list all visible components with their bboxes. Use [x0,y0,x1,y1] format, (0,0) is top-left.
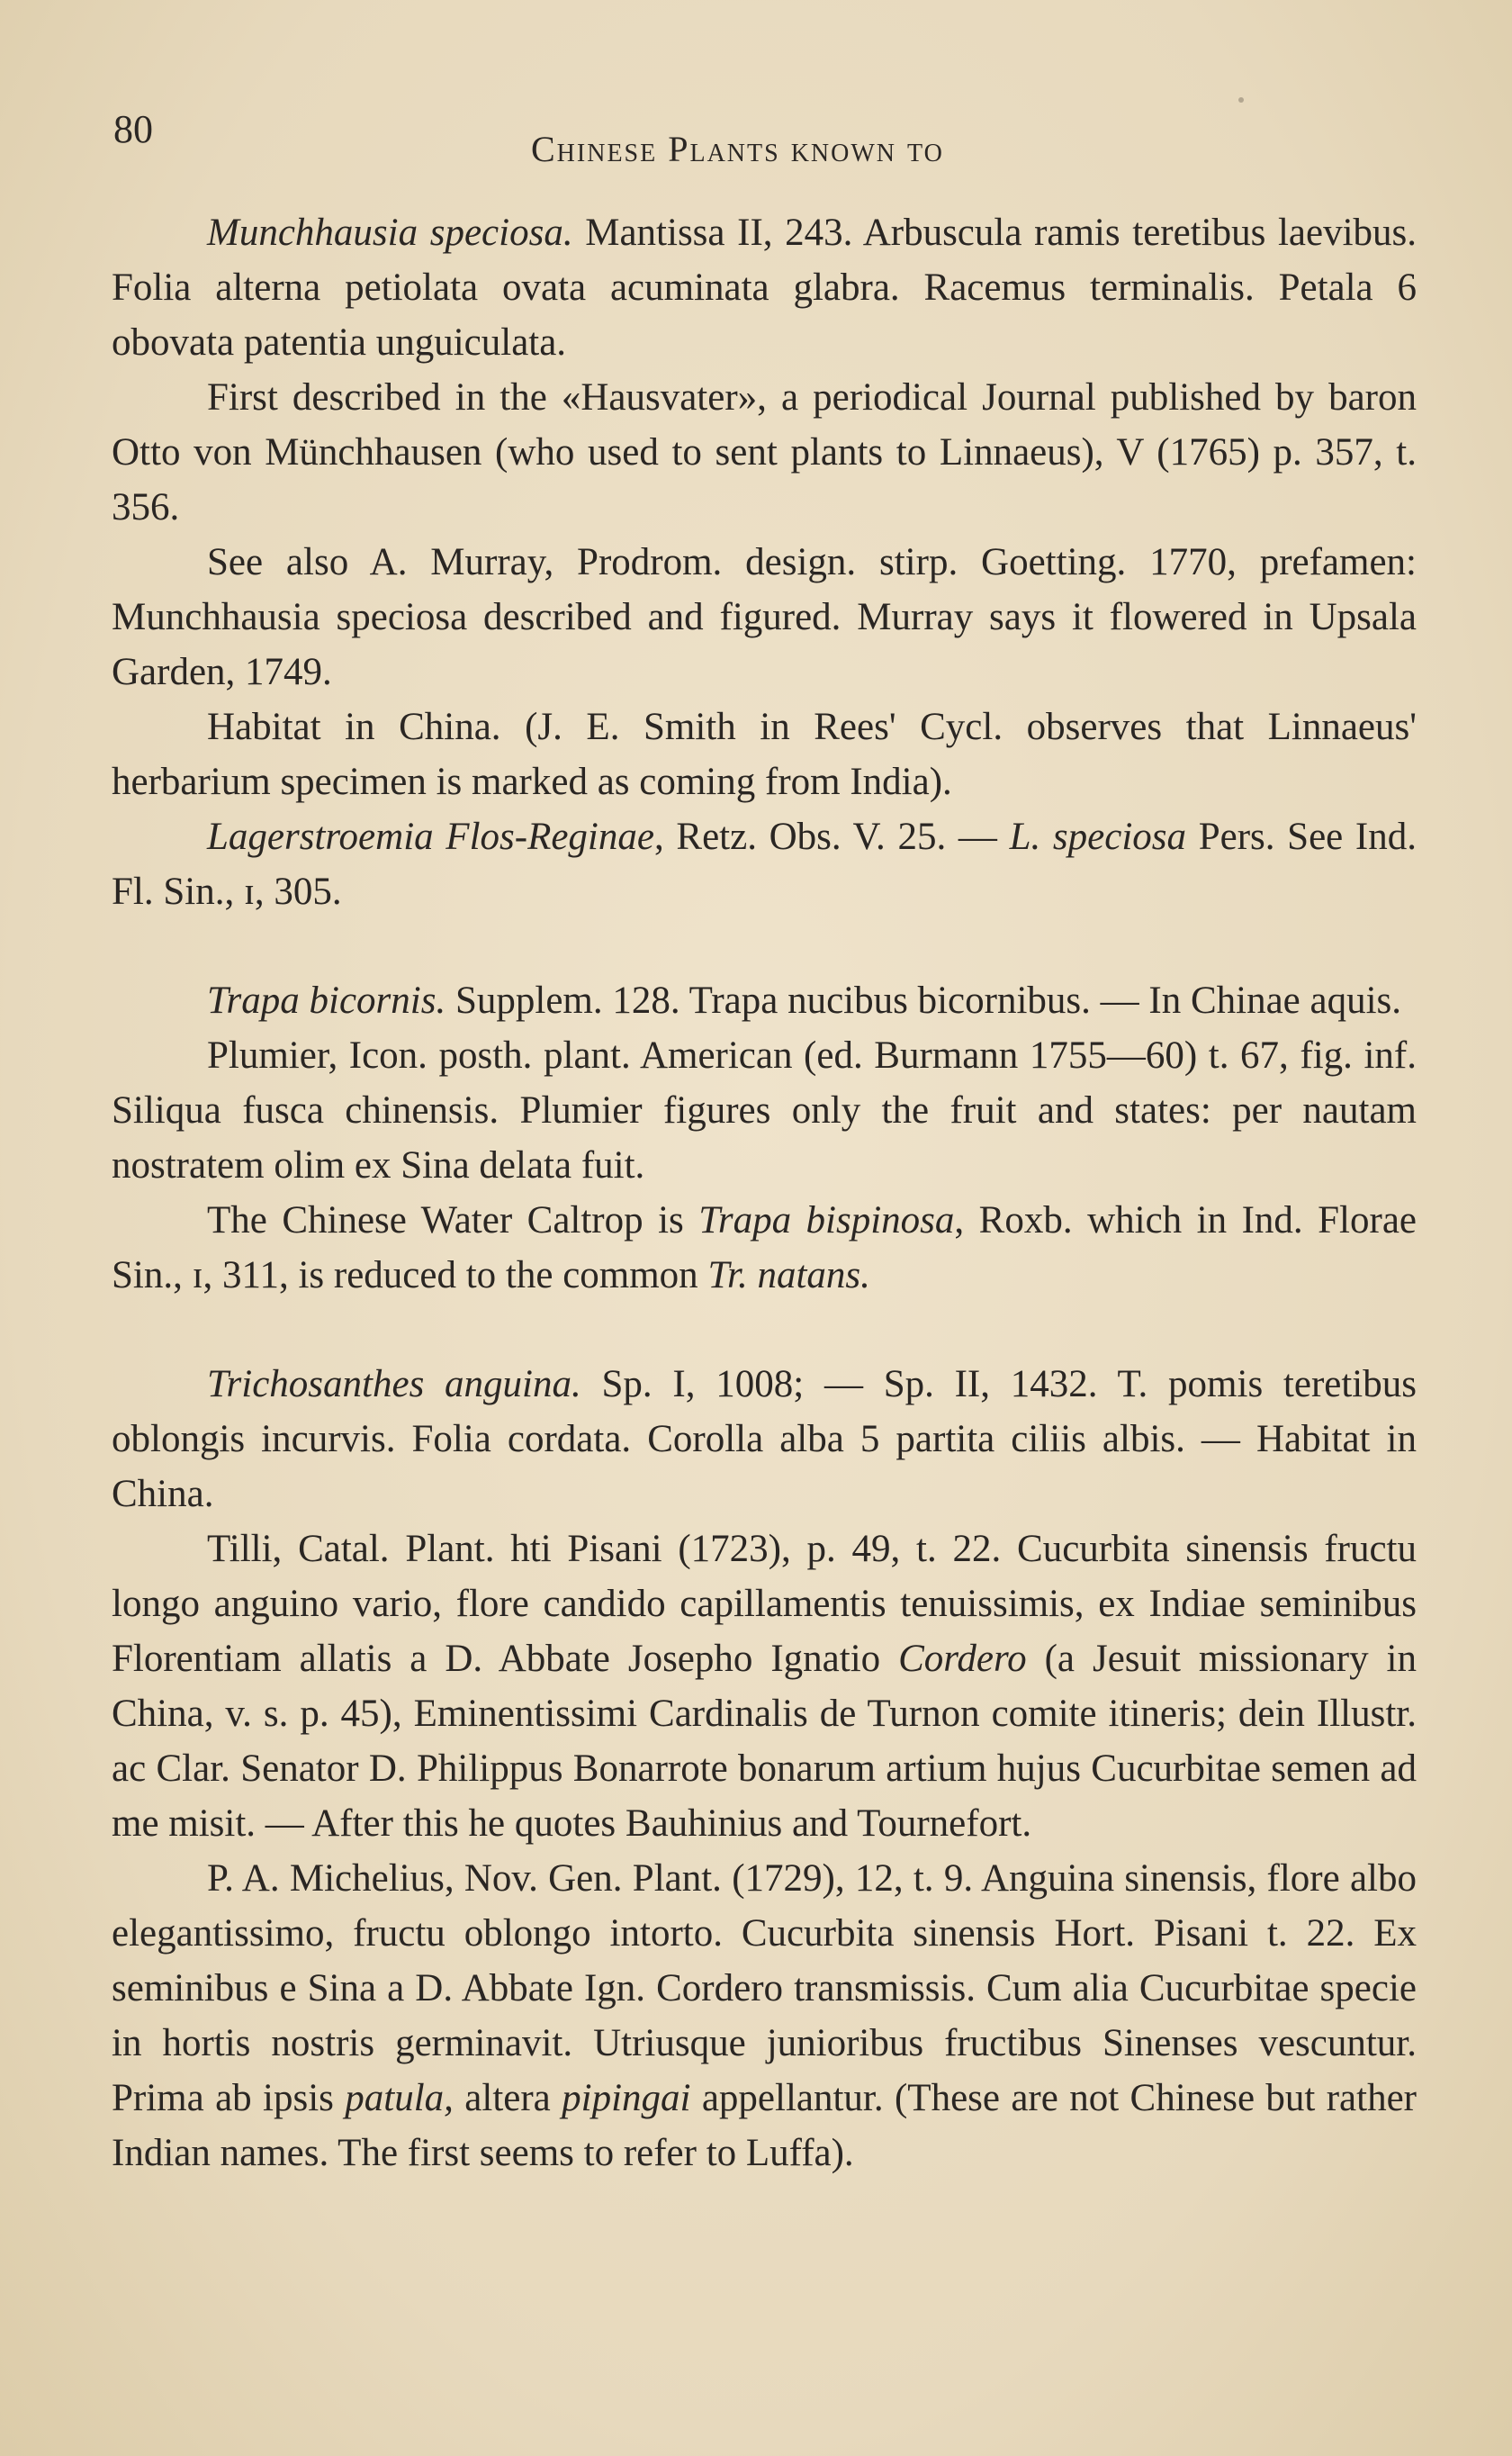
plant-entry [112,205,1417,919]
paragraph [112,205,1417,370]
body-text: , Retz. Obs. V. 25. — [653,816,1010,858]
body-text: Sp. I, 1008; — Sp. II, 1432. T. pomis teretibus oblongis incurvis. Folia cordata. Corolla alba 5 partita ciliis albis. — Habitat in China. [112,1363,1417,1515]
page-header [108,101,1413,173]
paragraph [112,809,1417,919]
entry-separator [112,919,1417,973]
body-text: See also A. Murray, Prodrom. design. stirp. Goetting. 1770, prefamen: Munchhausia speciosa described and figured. Murray says it flowered in Upsala Garden, 1749. [112,541,1417,693]
paragraph [112,1193,1417,1303]
plant-entry [112,1357,1417,2181]
body-text: Mantissa II, 243. Arbuscula ramis teretibus laevibus. Folia alterna petiolata ovata acuminata glabra. Racemus terminalis. Petala 6 obovata patentia unguiculata. [112,212,1418,364]
body-text: The Chinese Water Caltrop is [207,1199,699,1242]
paragraph [112,535,1417,700]
italic-text: Lagerstroemia Flos-Reginae [207,816,654,858]
italic-text: Munchhausia speciosa. [207,212,573,254]
body-text: Plumier, Icon. posth. plant. American (ed. Burmann 1755—60) t. 67, fig. inf. Siliqua fusca chinensis. Plumier figures only the fruit and states: per nautam nostratem olim ex Sina delata fuit. [112,1034,1417,1187]
italic-text: Tr. natans. [707,1254,870,1296]
italic-text: Trapa bispinosa [698,1199,955,1242]
paragraph [112,1357,1417,1521]
paragraph [112,1851,1417,2181]
body-text: Habitat in China. (J. E. Smith in Rees' Cycl. observes that Linnaeus' herbarium specimen is marked as coming from India). [112,706,1417,803]
body-text: (a Jesuit missionary in China, v. s. p. 45), Eminentissimi Cardinalis de Turnon comite itineris; dein Illustr. ac Clar. Senator D. Philippus Bonarrote bonarum artium hujus Cucurbitae semen ad me misit. — After this he quotes Bauhinius and Tournefort. [112,1638,1417,1845]
body-text: appellantur. (These are not Chinese but rather Indian names. The first seems to refer to Luffa). [112,2077,1417,2174]
paper-speck [1238,97,1244,103]
paragraph [112,1028,1417,1193]
body-text: altera [453,2077,562,2119]
body-text: Pers. See Ind. Fl. Sin., ɪ, 305. [112,816,1417,913]
body-text: P. A. Michelius, Nov. Gen. Plant. (1729), 12, t. 9. Anguina sinensis, flore albo elegantissimo, fructu oblongo intorto. Cucurbita sinensis Hort. Pisani t. 22. Ex seminibus e Sina a D. Abbate Ign. Cordero transmissis. Cum alia Cucurbitae specie in hortis nostris germinavit. Utriusque junioribus fructibus Sinenses vescuntur. Prima ab ipsis [112,1857,1417,2119]
body-text: , Roxb. which in Ind. Florae Sin., ɪ, 311, is reduced to the common [112,1199,1417,1296]
italic-text: Trapa bicornis. [207,980,446,1022]
entry-separator [112,1303,1417,1357]
italic-text: Cordero [898,1638,1027,1680]
page-number: 80 [113,107,153,151]
paragraph [112,973,1417,1028]
body-text: Tilli, Catal. Plant. hti Pisani (1723), p. 49, t. 22. Cucurbita sinensis fructu longo anguino vario, flore candido capillamentis tenuissimis, ex Indiae seminibus Florentiam allatis a D. Abbate Josepho Ignatio [112,1528,1417,1680]
italic-text: pipingai [562,2077,691,2119]
italic-text: patula, [345,2077,454,2119]
body-text: First described in the «Hausvater», a periodical Journal published by baron Otto von Münchhausen (who used to sent plants to Linnaeus), V (1765) p. 357, t. 356. [112,376,1417,528]
paragraph [112,700,1417,809]
body-text: Supplem. 128. Trapa nucibus bicornibus. — In Chinae aquis. [446,980,1402,1022]
italic-text: Trichosanthes anguina. [207,1363,581,1405]
italic-text: L. speciosa [1009,816,1187,858]
paragraph [112,1521,1417,1851]
plant-entry [112,973,1417,1303]
running-head: Chinese Plants known to [531,129,944,169]
page-body [112,205,1417,2181]
paragraph [112,370,1417,535]
